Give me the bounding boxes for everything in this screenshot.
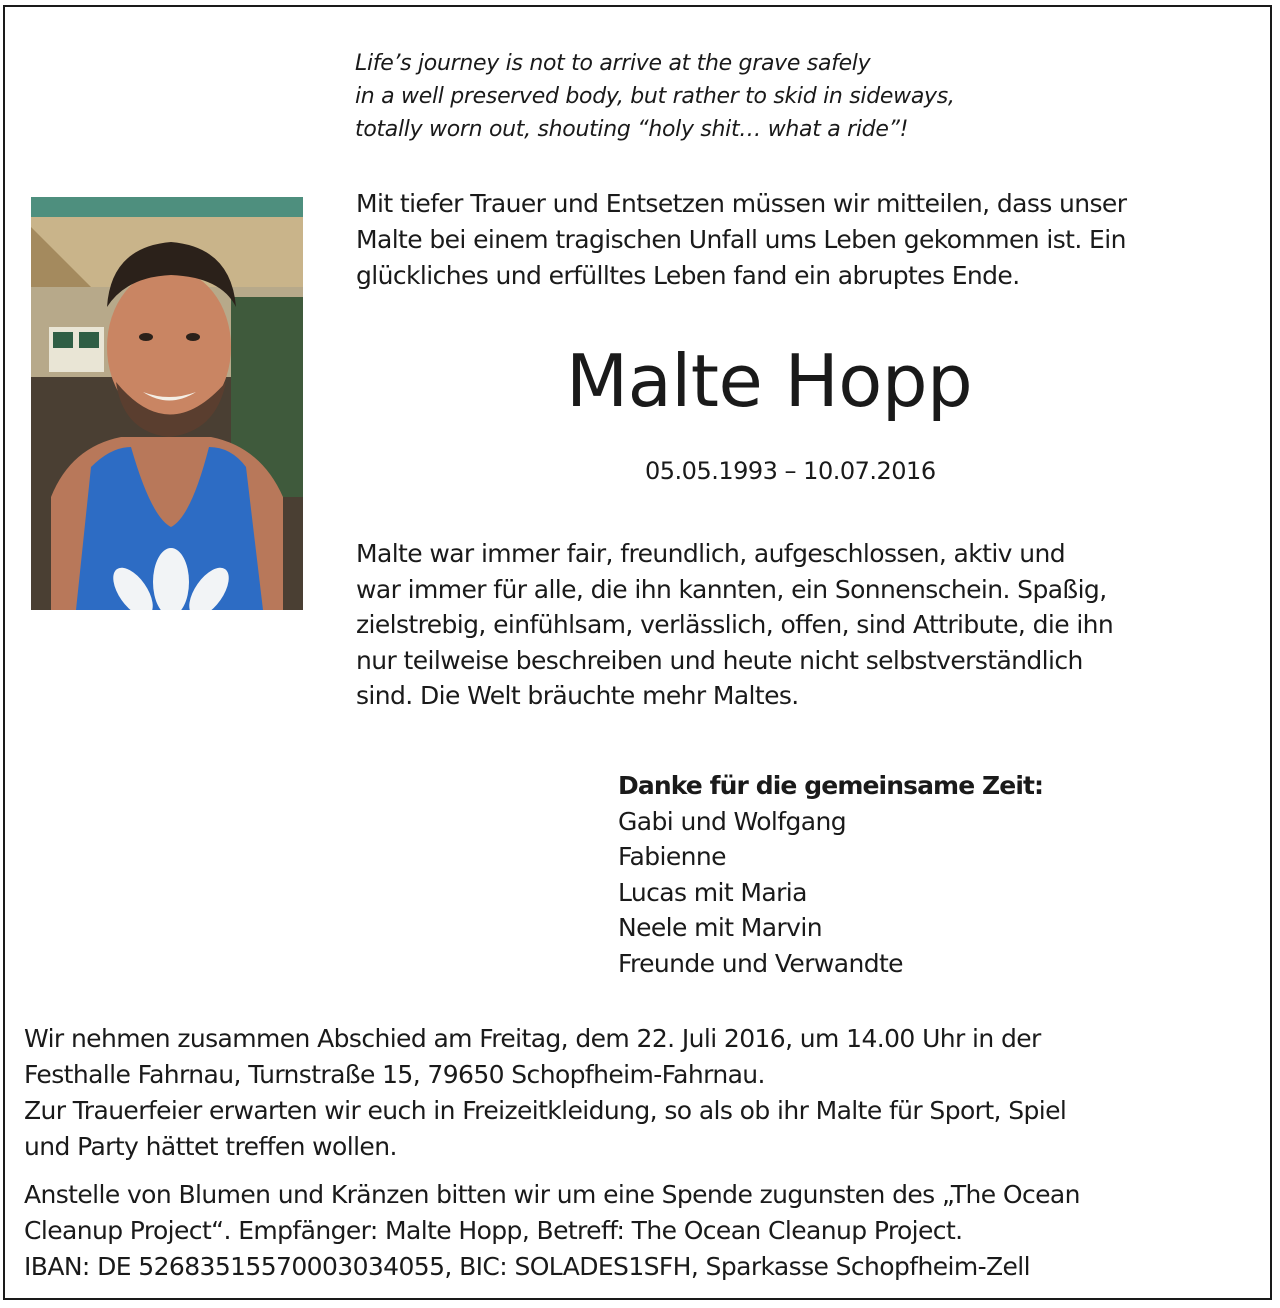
mourners-heading: Danke für die gemeinsame Zeit: [618, 771, 1044, 800]
announcement-line: glückliches und erfülltes Leben fand ein abruptes Ende. [356, 261, 1020, 290]
donation-info [24, 1177, 1254, 1285]
funeral-line: Festhalle Fahrnau, Turnstraße 15, 79650 Schopfheim-Fahrnau. [24, 1060, 765, 1089]
funeral-info [24, 1021, 1254, 1165]
mourner-name: Lucas mit Maria [618, 877, 807, 907]
funeral-line: Wir nehmen zusammen Abschied am Freitag, dem 22. Juli 2016, um 14.00 Uhr in der [24, 1024, 1041, 1053]
tribute-line: zielstrebig, einfühlsam, verlässlich, offen, sind Attribute, die ihn [356, 610, 1114, 639]
life-dates: 05.05.1993 – 10.07.2016 [645, 457, 936, 485]
mourner-name: Fabienne [618, 842, 726, 871]
donation-line: IBAN: DE 52683515570003034055, BIC: SOLADES1SFH, Sparkasse Schopfheim-Zell [24, 1252, 1031, 1281]
mourners-list [618, 768, 1218, 981]
quote-line: totally worn out, shouting “holy shit… what a ride”! [355, 117, 909, 142]
mourner-name: Freunde und Verwandte [618, 948, 903, 978]
donation-line: Anstelle von Blumen und Kränzen bitten wir um eine Spende zugunsten des „The Ocean [24, 1180, 1080, 1209]
quote-line: in a well preserved body, but rather to skid in sideways, [355, 84, 955, 109]
tribute-line: war immer für alle, die ihn kannten, ein Sonnenschein. Spaßig, [356, 574, 1107, 604]
announcement-line: Mit tiefer Trauer und Entsetzen müssen wir mitteilen, dass unser [356, 189, 1127, 218]
donation-line: Cleanup Project“. Empfänger: Malte Hopp, Betreff: The Ocean Cleanup Project. [24, 1216, 963, 1245]
epigraph-quote [355, 47, 1115, 146]
announcement-text [356, 186, 1256, 294]
tribute-line: Malte war immer fair, freundlich, aufgeschlossen, aktiv und [356, 539, 1065, 568]
tribute-line: nur teilweise beschreiben und heute nicht selbstverständlich [356, 645, 1083, 675]
mourner-name: Gabi und Wolfgang [618, 806, 846, 836]
deceased-name: Malte Hopp [566, 339, 973, 423]
mourner-name: Neele mit Marvin [618, 913, 822, 942]
quote-line: Life’s journey is not to arrive at the grave safely [355, 51, 871, 76]
announcement-line: Malte bei einem tragischen Unfall ums Leben gekommen ist. Ein [356, 225, 1126, 254]
portrait-photo [31, 197, 303, 610]
funeral-line: Zur Trauerfeier erwarten wir euch in Freizeitkleidung, so als ob ihr Malte für Sport, Spiel [24, 1096, 1067, 1125]
tribute-text [356, 536, 1256, 714]
tribute-line: sind. Die Welt bräuchte mehr Maltes. [356, 681, 799, 710]
funeral-line: und Party hättet treffen wollen. [24, 1132, 397, 1161]
